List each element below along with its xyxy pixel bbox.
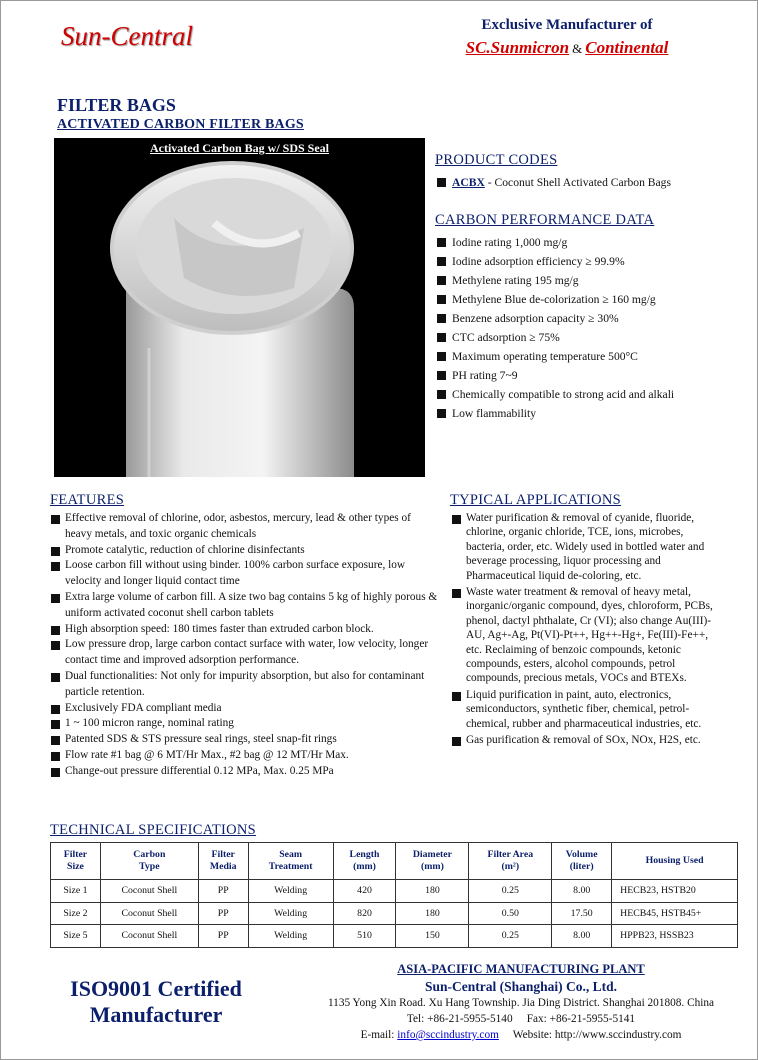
list-item: Methylene rating 195 mg/g [437, 271, 674, 290]
cell: Coconut Shell [100, 925, 198, 948]
brand-sunmicron: SC.Sunmicron [465, 38, 570, 57]
list-item: Effective removal of chlorine, odor, asbestos, mercury, lead & other types of heavy metals, and toxic organic chemicals [49, 511, 439, 543]
cell: 420 [333, 880, 396, 903]
list-item: Iodine adsorption efficiency ≥ 99.9% [437, 252, 674, 271]
company-phone-fax: Tel: +86-21-5955-5140 Fax: +86-21-5955-5141 [406, 1013, 636, 1025]
cell: 510 [333, 925, 396, 948]
product-code-desc: - Coconut Shell Activated Carbon Bags [484, 176, 671, 189]
exclusive-title: Exclusive Manufacturer of [481, 17, 653, 33]
company-address: 1135 Yong Xin Road. Xu Hang Township. Jia Ding District. Shanghai 201808. China [327, 997, 715, 1009]
page-title: FILTER BAGS [57, 95, 176, 115]
list-item [437, 173, 671, 192]
brand-logo: Sun-Central [61, 21, 193, 51]
cell: Coconut Shell [100, 902, 198, 925]
list-item: Benzene adsorption capacity ≥ 30% [437, 309, 674, 328]
col-header: Volume (liter) [552, 843, 612, 880]
cell: PP [198, 925, 248, 948]
list-item: Exclusively FDA compliant media [49, 701, 439, 717]
list-item: Low flammability [437, 404, 674, 423]
iso-certification [41, 976, 271, 1028]
cell: 17.50 [552, 902, 612, 925]
list-item: High absorption speed: 180 times faster than extruded carbon block. [49, 622, 439, 638]
features-title: FEATURES [50, 492, 125, 508]
product-photo [54, 138, 425, 477]
email-link[interactable]: info@sccindustry.com [397, 1029, 499, 1041]
plant-contact-block [301, 961, 741, 1043]
cell: Welding [248, 880, 333, 903]
col-header: Length (mm) [333, 843, 396, 880]
cell: Size 1 [51, 880, 101, 903]
list-item: CTC adsorption ≥ 75% [437, 328, 674, 347]
product-codes-list [437, 173, 671, 192]
cell: 0.50 [469, 902, 552, 925]
brand-ampersand: & [572, 41, 583, 56]
product-code: ACBX [452, 176, 485, 189]
col-header: Filter Size [51, 843, 101, 880]
company-email-website [301, 1027, 741, 1043]
list-item: Waste water treatment & removal of heavy metal, inorganic/organic compound, dyes, chloroform, PCBs, phenol, dactyl phthalate, Cr (VI); also change Au(III)-AU, Ag+-Ag, Pt(VI)-Pt++, Hg++-Hg+, Fe(III)-Fe++, etc. Reclaiming of benzoic compounds, ketonic compounds, esters, alcohol compounds, petrol compounds, precious metals, VOCs and BTEXs. [450, 585, 722, 686]
cell: 0.25 [469, 925, 552, 948]
list-item: Promote catalytic, reduction of chlorine disinfectants [49, 543, 439, 559]
performance-title: CARBON PERFORMANCE DATA [435, 212, 655, 228]
table-row [51, 880, 738, 903]
features-list [49, 511, 439, 780]
list-item: Liquid purification in paint, auto, electronics, semiconductors, synthetic fiber, chemical, petrol-chemical, rubber and pharmaceutical industries, etc. [450, 688, 722, 731]
website-text: Website: http://www.sccindustry.com [498, 1029, 682, 1041]
list-item: Patented SDS & STS pressure seal rings, steel snap-fit rings [49, 732, 439, 748]
list-item: Dual functionalities: Not only for impurity absorption, but also for contaminant particle retention. [49, 669, 439, 701]
col-header: Diameter (mm) [396, 843, 469, 880]
cell: 180 [396, 880, 469, 903]
exclusive-brands [437, 38, 697, 58]
list-item: Loose carbon fill without using binder. 100% carbon surface exposure, low velocity and longer liquid contact time [49, 558, 439, 590]
cell: Welding [248, 925, 333, 948]
list-item: Chemically compatible to strong acid and alkali [437, 385, 674, 404]
col-header: Housing Used [612, 843, 738, 880]
list-item: Gas purification & removal of SOx, NOx, H2S, etc. [450, 733, 722, 747]
cell: 0.25 [469, 880, 552, 903]
list-item: Water purification & removal of cyanide, fluoride, chlorine, organic chloride, TCE, ions, microbes, bacteria, order, etc. Widely used in bottled water and beverage processing, liquor processing and Pharmaceutical liquid de-coloring, etc. [450, 511, 722, 583]
list-item: Flow rate #1 bag @ 6 MT/Hr Max., #2 bag @ 12 MT/Hr Max. [49, 748, 439, 764]
product-codes-title: PRODUCT CODES [435, 152, 558, 168]
list-item: 1 ~ 100 micron range, nominal rating [49, 716, 439, 732]
col-header: Carbon Type [100, 843, 198, 880]
list-item: PH rating 7~9 [437, 366, 674, 385]
col-header: Filter Media [198, 843, 248, 880]
cell: HECB45, HSTB45+ [612, 902, 738, 925]
specs-table [50, 842, 738, 948]
applications-title: TYPICAL APPLICATIONS [450, 492, 622, 508]
cell: 8.00 [552, 925, 612, 948]
list-item: Extra large volume of carbon fill. A size two bag contains 5 kg of highly porous & uniform activated coconut shell carbon tablets [49, 590, 439, 622]
cell: 820 [333, 902, 396, 925]
cell: PP [198, 902, 248, 925]
table-header-row [51, 843, 738, 880]
cell: HECB23, HSTB20 [612, 880, 738, 903]
performance-list [437, 233, 674, 423]
company-name: Sun-Central (Shanghai) Co., Ltd. [424, 979, 618, 994]
email-label: E-mail: [360, 1029, 398, 1041]
cell: PP [198, 880, 248, 903]
list-item: Change-out pressure differential 0.12 MPa, Max. 0.25 MPa [49, 764, 439, 780]
page-subtitle: ACTIVATED CARBON FILTER BAGS [57, 117, 304, 132]
list-item: Maximum operating temperature 500°C [437, 347, 674, 366]
iso-line-1: ISO9001 Certified [70, 976, 242, 1001]
iso-line-2: Manufacturer [89, 1002, 223, 1027]
list-item: Iodine rating 1,000 mg/g [437, 233, 674, 252]
brand-continental: Continental [585, 38, 669, 57]
applications-list [450, 511, 722, 750]
cell: Size 2 [51, 902, 101, 925]
list-item: Low pressure drop, large carbon contact surface with water, low velocity, longer contact time and improved adsorption performance. [49, 637, 439, 669]
col-header: Seam Treatment [248, 843, 333, 880]
filter-bag-illustration [54, 138, 425, 477]
table-row [51, 925, 738, 948]
table-row [51, 902, 738, 925]
photo-caption: Activated Carbon Bag w/ SDS Seal [149, 141, 329, 155]
list-item: Methylene Blue de-colorization ≥ 160 mg/g [437, 290, 674, 309]
col-header: Filter Area (m²) [469, 843, 552, 880]
exclusive-manufacturer-block [437, 17, 697, 58]
cell: HPPB23, HSSB23 [612, 925, 738, 948]
cell: 150 [396, 925, 469, 948]
cell: 180 [396, 902, 469, 925]
cell: Size 5 [51, 925, 101, 948]
cell: Coconut Shell [100, 880, 198, 903]
cell: 8.00 [552, 880, 612, 903]
cell: Welding [248, 902, 333, 925]
plant-title: ASIA-PACIFIC MANUFACTURING PLANT [397, 962, 645, 976]
specs-title: TECHNICAL SPECIFICATIONS [50, 822, 257, 838]
